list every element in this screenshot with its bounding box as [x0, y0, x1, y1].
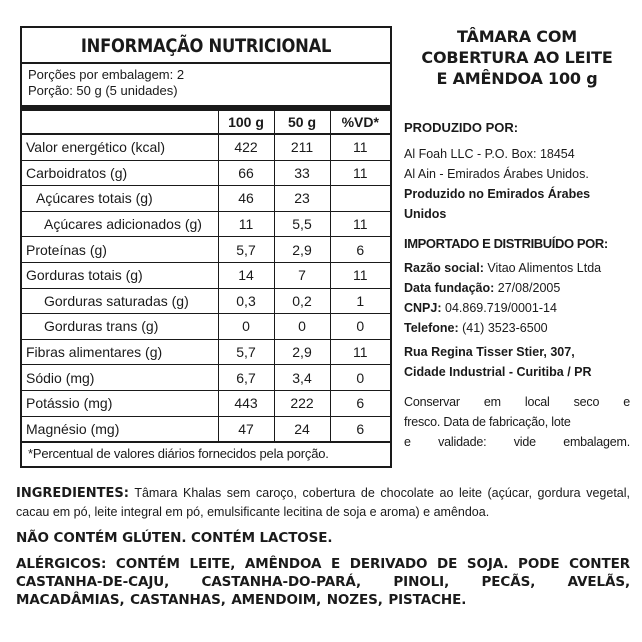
producer-origin-line: Produzido no Emirados Árabes [404, 187, 591, 201]
storage-line: Conservar em local seco e [404, 395, 630, 409]
header-vd: %VD* [330, 111, 390, 134]
nutrient-label: Gorduras saturadas (g) [44, 292, 189, 309]
value-vd: 11 [330, 134, 390, 160]
value-100g: 46 [218, 186, 274, 212]
storage-line: fresco. Data de fabricação, lote [404, 415, 571, 429]
value-100g: 14 [218, 262, 274, 288]
value-vd: 0 [330, 365, 390, 391]
value-vd: 11 [330, 262, 390, 288]
value-vd: 6 [330, 416, 390, 442]
value-vd: 0 [330, 314, 390, 340]
nutrient-label: Sódio (mg) [26, 369, 95, 386]
nutrient-label: Potássio (mg) [26, 395, 113, 412]
value-50g: 2,9 [274, 339, 330, 365]
nutrition-footnote: *Percentual de valores diários fornecidos pela porção. [28, 446, 329, 462]
value-50g: 24 [274, 416, 330, 442]
value-100g: 422 [218, 134, 274, 160]
importer-field-label: CNPJ: [404, 301, 442, 315]
value-50g: 7 [274, 262, 330, 288]
nutrition-table [22, 111, 390, 443]
nutrient-label: Valor energético (kcal) [26, 139, 166, 156]
producer-origin-line: Unidos [404, 207, 447, 221]
importer-field-value: (41) 3523-6500 [458, 321, 548, 335]
nutrition-row [22, 416, 390, 442]
value-100g: 0,3 [218, 288, 274, 314]
product-info-column [404, 26, 630, 452]
producer-line: Al Ain - Emirados Árabes Unidos. [404, 167, 589, 181]
value-100g: 0 [218, 314, 274, 340]
storage-line: e validade: vide embalagem. [404, 435, 630, 449]
importer-section [404, 234, 630, 382]
nutrient-label: Açúcares adicionados (g) [44, 216, 202, 233]
importer-address-line: Cidade Industrial - Curitiba / PR [404, 365, 592, 379]
importer-field-phone [404, 318, 630, 338]
nutrition-row [22, 339, 390, 365]
value-vd: 6 [330, 237, 390, 263]
value-50g: 222 [274, 390, 330, 416]
value-100g: 66 [218, 160, 274, 186]
importer-field-cnpj [404, 298, 630, 318]
importer-field-value: Vitao Alimentos Ltda [483, 261, 602, 275]
nutrition-facts-panel [20, 26, 392, 468]
nutrition-row [22, 314, 390, 340]
value-100g: 443 [218, 390, 274, 416]
value-vd: 1 [330, 288, 390, 314]
servings-per-package: Porções por embalagem: 2 [28, 67, 185, 82]
importer-field-founded [404, 278, 630, 298]
bottom-section [16, 484, 630, 609]
value-50g: 33 [274, 160, 330, 186]
value-vd: 11 [330, 211, 390, 237]
nutrition-row [22, 160, 390, 186]
nutrition-row [22, 211, 390, 237]
value-vd: 11 [330, 160, 390, 186]
importer-heading: IMPORTADO E DISTRIBUÍDO POR: [404, 236, 608, 251]
nutrient-label: Magnésio (mg) [26, 420, 120, 437]
nutrition-row [22, 186, 390, 212]
header-100g: 100 g [218, 111, 274, 134]
portion-size: Porção: 50 g (5 unidades) [28, 83, 178, 98]
nutrient-label: Gorduras totais (g) [26, 267, 143, 284]
importer-field-label: Data fundação: [404, 281, 495, 295]
importer-field-value: 27/08/2005 [494, 281, 561, 295]
nutrient-label: Açúcares totais (g) [36, 190, 153, 207]
product-title-line: E AMÊNDOA 100 g [436, 69, 598, 88]
value-100g: 6,7 [218, 365, 274, 391]
value-100g: 5,7 [218, 237, 274, 263]
header-50g: 50 g [274, 111, 330, 134]
nutrition-row [22, 288, 390, 314]
value-vd: 11 [330, 339, 390, 365]
product-title-line: TÂMARA COM [457, 27, 577, 46]
nutrition-title: INFORMAÇÃO NUTRICIONAL [80, 35, 332, 57]
nutrition-row [22, 365, 390, 391]
value-100g: 11 [218, 211, 274, 237]
producer-line: Al Foah LLC - P.O. Box: 18454 [404, 147, 575, 161]
producer-section [404, 118, 630, 224]
value-vd [330, 186, 390, 212]
ingredients-text: Tâmara Khalas sem caroço, cobertura de chocolate ao leite (açúcar, gordura vegetal, cacau em pó, leite integral em pó, emulsificante lecitina de soja e aroma) e amêndoa. [16, 486, 630, 519]
nutrient-label: Carboidratos (g) [26, 164, 128, 181]
value-50g: 0 [274, 314, 330, 340]
importer-field-company [404, 258, 630, 278]
value-vd: 6 [330, 390, 390, 416]
ingredients-paragraph [16, 484, 630, 521]
allergens-notice: ALÉRGICOS: CONTÉM LEITE, AMÊNDOA E DERIVADO DE SOJA. PODE CONTER CASTANHA-DE-CAJU, CASTANHA-DO-PARÁ, PINOLI, PECÃS, AVELÃS, MACADÂMIAS, CASTANHAS, AMENDOIM, NOZES, PISTACHE. [16, 556, 630, 608]
storage-instructions [404, 392, 630, 452]
product-title-line: COBERTURA AO LEITE [421, 48, 613, 67]
gluten-lactose-notice: NÃO CONTÉM GLÚTEN. CONTÉM LACTOSE. [16, 530, 333, 546]
ingredients-heading: INGREDIENTES: [16, 486, 129, 501]
value-100g: 47 [218, 416, 274, 442]
product-title [404, 26, 630, 89]
nutrient-label: Fibras alimentares (g) [26, 344, 163, 361]
importer-address-line: Rua Regina Tisser Stier, 307, [404, 345, 575, 359]
producer-heading: PRODUZIDO POR: [404, 120, 519, 135]
header-label-empty [22, 111, 218, 134]
importer-field-value: 04.869.719/0001-14 [441, 301, 557, 315]
value-50g: 211 [274, 134, 330, 160]
nutrient-label: Gorduras trans (g) [44, 318, 159, 335]
nutrition-row [22, 262, 390, 288]
value-50g: 0,2 [274, 288, 330, 314]
portion-info [22, 64, 390, 105]
nutrition-row [22, 134, 390, 160]
value-50g: 2,9 [274, 237, 330, 263]
importer-field-label: Telefone: [404, 321, 459, 335]
nutrition-table-header [22, 111, 390, 134]
value-100g: 5,7 [218, 339, 274, 365]
value-50g: 5,5 [274, 211, 330, 237]
nutrition-row [22, 390, 390, 416]
nutrition-row [22, 237, 390, 263]
value-50g: 23 [274, 186, 330, 212]
importer-field-label: Razão social: [404, 261, 484, 275]
value-50g: 3,4 [274, 365, 330, 391]
nutrient-label: Proteínas (g) [26, 241, 107, 258]
